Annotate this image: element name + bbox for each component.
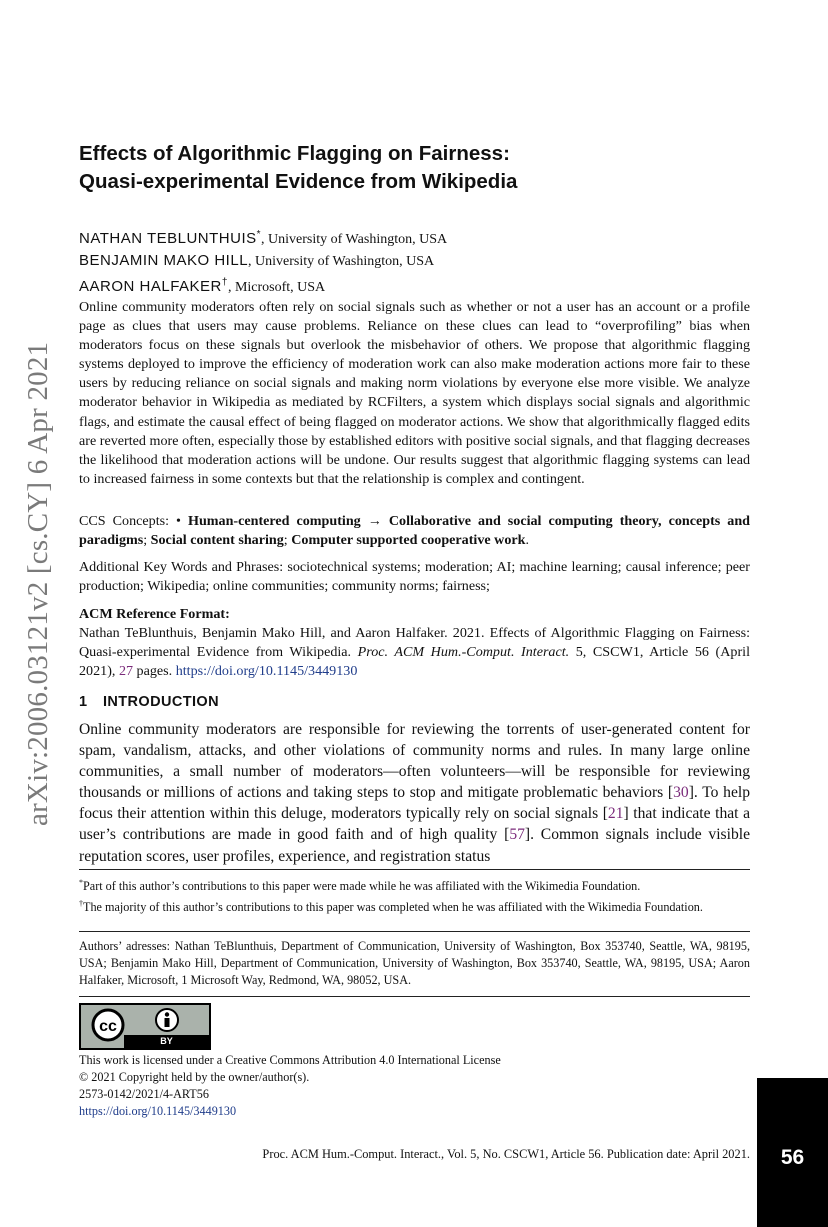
ccs-concept: Computer supported cooperative work xyxy=(291,532,526,549)
citation-link[interactable]: 30 xyxy=(673,784,689,802)
footnote xyxy=(79,874,750,895)
author-name xyxy=(79,278,228,295)
footnote xyxy=(79,895,750,916)
author-mark: * xyxy=(256,229,262,240)
acm-reference-text: pages. xyxy=(133,663,176,680)
author-mark: † xyxy=(221,277,228,288)
author-name-text: BENJAMIN MAKO HILL xyxy=(79,252,249,269)
intro-paragraph xyxy=(79,719,750,867)
footnotes xyxy=(79,874,750,916)
footnote-mark: † xyxy=(79,899,83,909)
ccs-separator: ; xyxy=(283,532,292,549)
author-affiliation: , University of Washington, USA xyxy=(248,254,435,269)
section-heading xyxy=(79,694,750,710)
author-addresses: Authors’ adresses: Nathan TeBlunthuis, Department of Communication, University of Washington, Box 353740, Seattle, WA, 98195, USA; Benjamin Mako Hill, Department of Communication, University of Washington, Box 353740, Seattle, WA, 98195, USA; Aaron Halfaker, Microsoft, 1 Microsoft Way, Redmond, WA, 98052, USA. xyxy=(79,939,750,987)
cc-logo-text: cc xyxy=(99,1018,117,1035)
article-code: 2573-0142/2021/4-ART56 xyxy=(79,1087,209,1101)
ccs-separator: ; xyxy=(143,532,151,549)
section-number: 1 xyxy=(79,694,88,710)
title-line-1: Effects of Algorithmic Flagging on Fairness: xyxy=(79,142,510,165)
ccs-end: . xyxy=(525,532,530,549)
acm-reference-text: 5, CSCW1, Article 56 (April 2021), xyxy=(79,644,750,680)
cc-by-license-badge[interactable] xyxy=(79,1003,211,1050)
ccs-concept: Social content sharing xyxy=(150,532,284,549)
author-list xyxy=(79,224,750,298)
citation-link[interactable]: 57 xyxy=(509,826,525,844)
license-info xyxy=(79,1052,750,1120)
page-number-tab xyxy=(757,1078,828,1227)
ccs-concepts xyxy=(79,512,750,550)
person-head-icon xyxy=(165,1012,169,1016)
footnote-mark: * xyxy=(79,878,83,887)
title-line-2: Quasi-experimental Evidence from Wikipedia xyxy=(79,170,518,193)
license-doi-link[interactable]: https://doi.org/10.1145/3449130 xyxy=(79,1104,237,1118)
keywords: Additional Key Words and Phrases: sociotechnical systems; moderation; AI; machine learning; causal inference; peer production; Wikipedia; online communities; community norms; fairness; xyxy=(79,559,750,595)
paper-title xyxy=(79,140,750,196)
footnote-text: The majority of this author’s contributions to this paper was completed when he was affiliated with the Wikimedia Foundation. xyxy=(83,900,703,915)
abstract: Online community moderators often rely on social signals such as whether or not a user has an account or a profile page as clues that users may cause problems. Reliance on these clues can lead to “overprofiling” bias when moderators focus on these signals but overlook the misbehavior of others. We propose that algorithmic flagging systems deployed to improve the efficiency of moderation work can also make moderation actions more fair to these users by reducing reliance on social signals and making norm violations by everyone else more visible. We analyze moderator behavior in Wikipedia as mediated by RCFilters, a system which displays social signals and algorithmic flags, and estimate the causal effect of being flagged on moderator actions. We show that algorithmically flagged edits are reverted more often, especially those by established editors with positive social signals, and that flagging decreases the likelihood that moderation actions will be undone. Our results suggest that algorithmic flagging systems can lead to increased fairness in some contexts but that the relationship is complex and contingent. xyxy=(79,299,750,487)
ccs-label: CCS Concepts: • xyxy=(79,513,188,529)
license-divider xyxy=(79,996,750,997)
license-line: This work is licensed under a Creative Commons Attribution 4.0 International License xyxy=(79,1053,501,1067)
intro-text: Online community moderators are responsible for reviewing the torrents of user-generated content for spam, vandalism, attacks, and other violations of community norms and rules. In many large online communities, a small number of moderators—often volunteers—will be responsible for reviewing thousands or millions of actions and taking steps to stop and mitigate problematic behaviors [ xyxy=(79,721,750,802)
address-divider xyxy=(79,931,750,932)
ccs-concept: Human-centered computing → Collaborative and social computing theory, concepts and paradigms xyxy=(79,513,750,549)
acm-reference-text: Nathan TeBlunthuis, Benjamin Mako Hill, and Aaron Halfaker. 2021. Effects of Algorithmic Flagging on Fairness: Quasi-experimental Evidence from Wikipedia. xyxy=(79,625,750,661)
author-entry xyxy=(79,224,750,250)
running-footer: Proc. ACM Hum.-Comput. Interact., Vol. 5, No. CSCW1, Article 56. Publication date: April 2021. xyxy=(262,1147,750,1161)
acm-reference-heading: ACM Reference Format: xyxy=(79,606,230,622)
footnote-text: Part of this author’s contributions to this paper were made while he was affiliated with the Wikimedia Foundation. xyxy=(83,879,641,894)
page-number: 56 xyxy=(780,1146,805,1169)
intro-text: ] that indicate that a user’s contributions are made in good faith and of high quality [ xyxy=(79,805,750,844)
citation-link[interactable]: 21 xyxy=(607,805,624,823)
author-entry xyxy=(79,272,750,298)
author-name-text: NATHAN TEBLUNTHUIS xyxy=(79,230,257,247)
author-name xyxy=(79,230,261,247)
pages-link[interactable]: 27 xyxy=(118,663,134,680)
intro-text: ]. To help focus their attention within this deluge, moderators typically rely on social signals [ xyxy=(79,784,751,823)
author-affiliation: , Microsoft, USA xyxy=(227,280,326,295)
author-affiliation: , University of Washington, USA xyxy=(261,232,448,247)
author-entry xyxy=(79,250,750,272)
copyright-line: © 2021 Copyright held by the owner/author(s). xyxy=(79,1070,310,1084)
by-label: BY xyxy=(124,1035,209,1048)
footnote-divider xyxy=(79,869,750,870)
author-name-text: AARON HALFAKER xyxy=(79,278,222,295)
section-title: INTRODUCTION xyxy=(103,694,219,710)
doi-link[interactable]: https://doi.org/10.1145/3449130 xyxy=(175,663,358,680)
person-body-icon xyxy=(165,1018,170,1027)
arxiv-stamp: arXiv:2006.03121v2 [cs.CY] 6 Apr 2021 xyxy=(22,341,54,826)
author-name xyxy=(79,252,248,269)
intro-text: ]. Common signals include visible reputation scores, user profiles, experience, and registration status xyxy=(79,826,751,865)
acm-reference-venue: Proc. ACM Hum.-Comput. Interact. xyxy=(357,644,570,661)
acm-reference xyxy=(79,605,750,681)
